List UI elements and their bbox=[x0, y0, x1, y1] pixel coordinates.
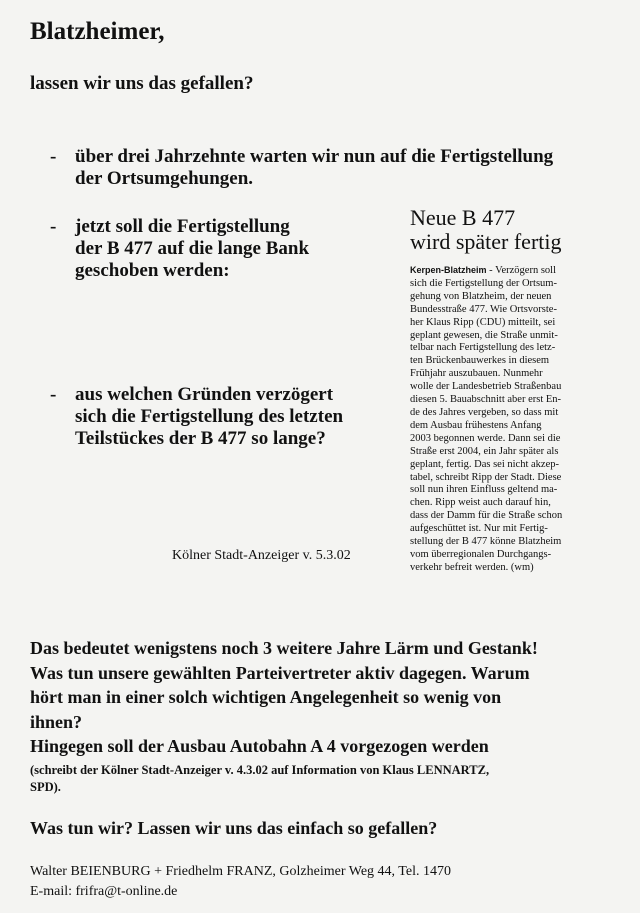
clipping-line: Straße erst 2004, ein Jahr später als bbox=[410, 445, 559, 457]
clipping-line bbox=[410, 264, 592, 278]
clipping-line: dass der Damm für die Straße schon bbox=[410, 510, 563, 522]
main-paragraph bbox=[30, 636, 630, 759]
clipping-line: geplant, fertig. Das sei nicht akzep- bbox=[410, 458, 559, 470]
document-heading: Blatzheimer, bbox=[30, 18, 165, 45]
bullet-line: jetzt soll die Fertigstellung bbox=[75, 216, 290, 237]
clipping-line: soll nun ihren Einfluss geltend ma- bbox=[410, 484, 558, 496]
closing-question: Was tun wir? Lassen wir uns das einfach so gefallen? bbox=[30, 818, 438, 838]
source-note: Kölner Stadt-Anzeiger v. 5.3.02 bbox=[172, 548, 351, 563]
clipping-dateline: Kerpen-Blatzheim bbox=[410, 265, 487, 275]
bullet-line: aus welchen Gründen verzögert bbox=[75, 384, 334, 405]
clipping-line: her Klaus Ripp (CDU) mitteilt, sei bbox=[410, 316, 556, 328]
clipping-line: geplant gewesen, die Straße unmit- bbox=[410, 329, 558, 341]
clipping-headline-line: wird später fertig bbox=[410, 229, 562, 254]
citation-note bbox=[30, 762, 630, 796]
bullet-3 bbox=[50, 384, 390, 456]
paragraph-line: Hingegen soll der Ausbau Autobahn A 4 vorgezogen werden bbox=[30, 736, 489, 756]
footer-address: Walter BEIENBURG + Friedhelm FRANZ, Golzheimer Weg 44, Tel. 1470 bbox=[30, 864, 451, 879]
clipping-line: sich die Fertigstellung der Ortsum- bbox=[410, 277, 557, 289]
bullet-1 bbox=[50, 146, 630, 196]
bullet-line: sich die Fertigstellung des letzten bbox=[75, 406, 344, 427]
clipping-line: vom überregionalen Durchgangs- bbox=[410, 548, 552, 560]
clipping-line: gehung von Blatzheim, der neuen bbox=[410, 290, 552, 302]
clipping-line: dem Ausbau frühestens Anfang bbox=[410, 419, 542, 431]
clipping-line: wolle der Landesbetrieb Straßenbau bbox=[410, 381, 562, 393]
bullet-line: Teilstückes der B 477 so lange? bbox=[75, 428, 326, 449]
paragraph-line: Das bedeutet wenigstens noch 3 weitere Jahre Lärm und Gestank! bbox=[30, 638, 538, 658]
clipping-body bbox=[410, 264, 592, 575]
clipping-line: telbar nach Fertigstellung des letz- bbox=[410, 342, 556, 354]
clipping-headline-line: Neue B 477 bbox=[410, 205, 516, 230]
bullet-line: der Ortsumgehungen. bbox=[75, 168, 254, 189]
clipping-line: tabel, schreibt Ripp der Stadt. Diese bbox=[410, 471, 562, 483]
clipping-headline bbox=[410, 206, 592, 254]
bullet-2 bbox=[50, 216, 370, 288]
bullet-dash: - bbox=[50, 216, 57, 237]
clipping-line: de des Jahres vergeben, so dass mit bbox=[410, 406, 559, 418]
bullet-dash: - bbox=[50, 146, 57, 167]
clipping-line: verkehr befreit werden. (wm) bbox=[410, 561, 534, 573]
newspaper-clipping bbox=[410, 206, 592, 575]
clipping-line: Bundesstraße 477. Wie Ortsvorste- bbox=[410, 303, 557, 315]
document-subheading: lassen wir uns das gefallen? bbox=[30, 73, 254, 94]
clipping-line: aufgeschüttet ist. Nur mit Fertig- bbox=[410, 523, 548, 535]
paragraph-line: ihnen? bbox=[30, 711, 83, 732]
bullet-line: geschoben werden: bbox=[75, 260, 230, 281]
bullet-line: der B 477 auf die lange Bank bbox=[75, 238, 310, 259]
citation-line: (schreibt der Kölner Stadt-Anzeiger v. 4.3.02 auf Information von Klaus LENNARTZ, bbox=[30, 763, 490, 777]
footer-email: E-mail: frifra@t-online.de bbox=[30, 884, 178, 899]
clipping-line: chen. Ripp weist auch darauf hin, bbox=[410, 497, 551, 509]
paragraph-line: Was tun unsere gewählten Parteivertreter aktiv dagegen. Warum bbox=[30, 662, 530, 683]
clipping-line-text: - Verzögern soll bbox=[486, 265, 557, 276]
bullet-dash: - bbox=[50, 384, 57, 405]
clipping-line: stellung der B 477 könne Blatzheim bbox=[410, 536, 562, 548]
clipping-line: Frühjahr auszubauen. Nunmehr bbox=[410, 368, 543, 380]
clipping-line: diesen 5. Bauabschnitt aber erst En- bbox=[410, 394, 562, 406]
clipping-line: ten Brückenbauwerkes in diesem bbox=[410, 355, 550, 367]
bullet-line: über drei Jahrzehnte warten wir nun auf die Fertigstellung bbox=[75, 146, 554, 167]
citation-line: SPD). bbox=[30, 780, 61, 794]
clipping-line: 2003 begonnen werde. Dann sei die bbox=[410, 432, 561, 444]
footer-contact bbox=[30, 862, 451, 902]
paragraph-line: hört man in einer solch wichtigen Angelegenheit so wenig von bbox=[30, 687, 502, 707]
